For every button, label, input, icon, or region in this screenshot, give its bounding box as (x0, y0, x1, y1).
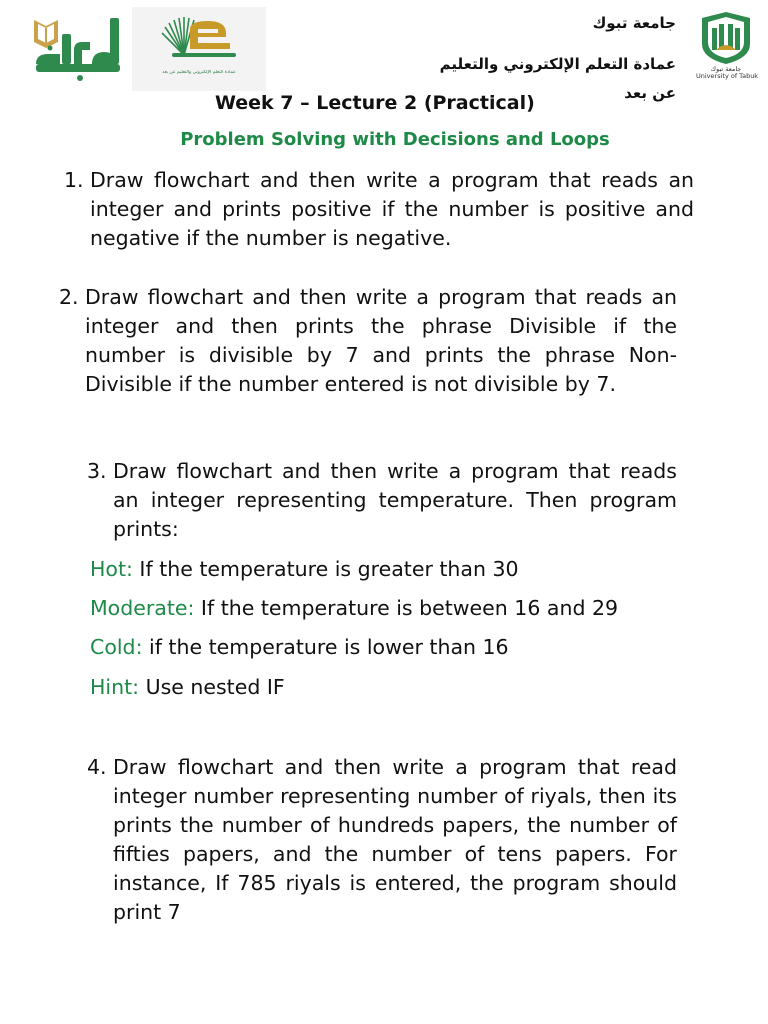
university-logo (696, 10, 759, 80)
university-logo-caption-en: University of Tabuk (696, 72, 759, 80)
condition-text: if the temperature is lower than 16 (142, 635, 509, 659)
university-logo-caption-ar: جامعة تبوك (710, 65, 742, 73)
condition-hint (90, 673, 285, 702)
question-3 (87, 457, 677, 544)
question-text: Draw flowchart and then write a program that reads an integer and prints positive if the number is positive and negative if the number is negative. (90, 168, 694, 250)
header-university-name: جامعة تبوك (592, 14, 676, 32)
question-text: Draw flowchart and then write a program that reads an integer representing temperature. Then program prints: (113, 459, 677, 541)
page-subtitle: Problem Solving with Decisions and Loops (180, 129, 610, 150)
condition-moderate (90, 594, 618, 623)
condition-cold (90, 633, 509, 662)
university-logo-caption (696, 65, 759, 80)
page-title: Week 7 – Lecture 2 (Practical) (215, 92, 535, 114)
condition-text: If the temperature is between 16 and 29 (194, 596, 619, 620)
header-deanship-name-cont: عن بعد (624, 84, 676, 102)
condition-label: Hint: (90, 675, 140, 699)
question-2 (59, 283, 677, 399)
condition-label: Moderate: (90, 596, 195, 620)
deanship-logo-caption: عمادة التعلم الإلكتروني والتعليم عن بعد (162, 70, 236, 75)
condition-text: Use nested IF (139, 675, 285, 699)
question-number: 2. (59, 285, 79, 309)
deanship-logo (132, 7, 266, 91)
question-number: 1. (64, 168, 84, 192)
question-text: Draw flowchart and then write a program that reads an integer and then prints the phrase Divisible if the number is divisible by 7 and prints the phrase Non-Divisible if the number entered is not divisible by 7. (85, 285, 677, 396)
question-1 (64, 166, 694, 253)
header-deanship-name: عمادة التعلم الإلكتروني والتعليم (439, 55, 676, 73)
condition-hot (90, 555, 519, 584)
condition-label: Cold: (90, 635, 143, 659)
condition-label: Hot: (90, 557, 133, 581)
kalim-logo (30, 12, 126, 84)
question-text: Draw flowchart and then write a program that read integer number representing number of riyals, then its prints the number of hundreds papers, the number of fifties papers, and the number of tens papers. For instance, If 785 riyals is entered, the program should print 7 (113, 755, 677, 924)
question-number: 4. (87, 755, 107, 779)
question-number: 3. (87, 459, 107, 483)
condition-text: If the temperature is greater than 30 (132, 557, 519, 581)
question-4 (87, 753, 677, 927)
